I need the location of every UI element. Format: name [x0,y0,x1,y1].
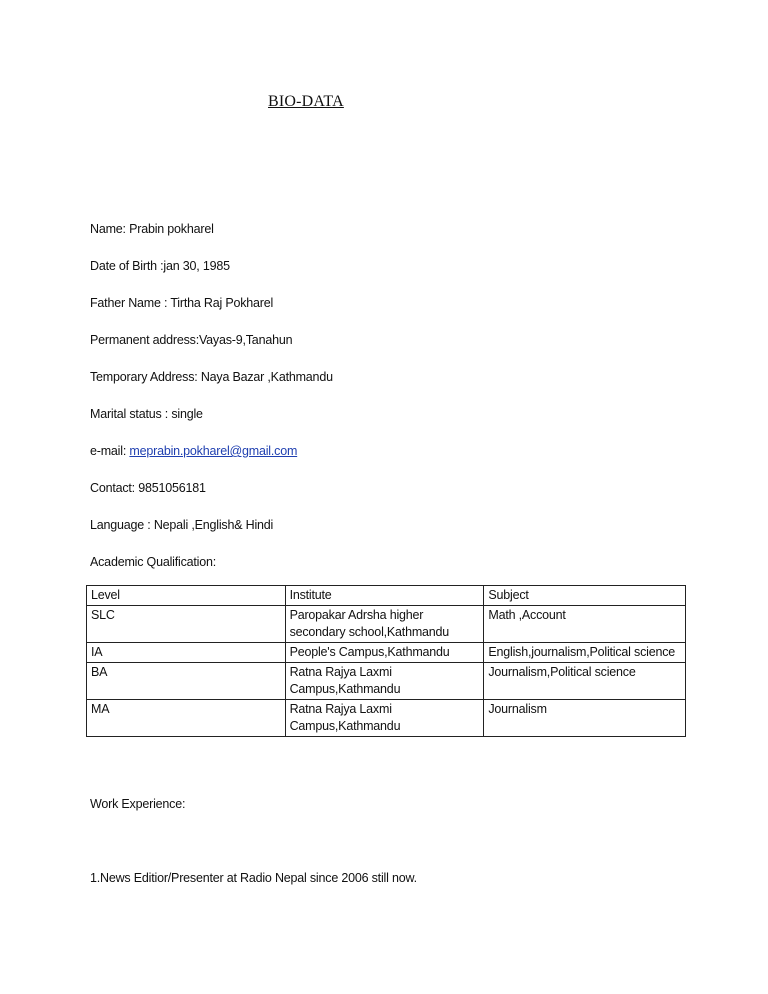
temporary-address-field: Temporary Address: Naya Bazar ,Kathmandu [90,370,333,384]
cell-level: SLC [87,606,286,643]
dob-field: Date of Birth :jan 30, 1985 [90,259,230,273]
cell-institute: Paropakar Adrsha higher secondary school,Kathmandu [285,606,484,643]
email-label: e-mail: [90,444,130,458]
header-institute: Institute [285,586,484,606]
cell-level: BA [87,663,286,700]
header-level: Level [87,586,286,606]
marital-status-field: Marital status : single [90,407,203,421]
work-experience-item: 1.News Editior/Presenter at Radio Nepal since 2006 still now. [90,871,417,885]
header-subject: Subject [484,586,686,606]
table-row [87,606,686,643]
cell-institute: People's Campus,Kathmandu [285,643,484,663]
cell-level: IA [87,643,286,663]
table-row [87,700,686,737]
cell-level: MA [87,700,286,737]
table-row [87,643,686,663]
cell-subject: Journalism,Political science [484,663,686,700]
email-link[interactable]: meprabin.pokharel@gmail.com [129,444,298,458]
academic-heading: Academic Qualification: [90,555,217,569]
name-field: Name: Prabin pokharel [90,222,214,236]
email-field [90,444,297,458]
cell-institute: Ratna Rajya Laxmi Campus,Kathmandu [285,700,484,737]
father-name-field: Father Name : Tirtha Raj Pokharel [90,296,274,310]
contact-field: Contact: 9851056181 [90,481,206,495]
permanent-address-field: Permanent address:Vayas-9,Tanahun [90,333,293,347]
table-header-row [87,586,686,606]
cell-subject: English,journalism,Political science [484,643,686,663]
cell-institute: Ratna Rajya Laxmi Campus,Kathmandu [285,663,484,700]
academic-table [86,585,686,737]
cell-subject: Journalism [484,700,686,737]
cell-subject: Math ,Account [484,606,686,643]
work-experience-heading: Work Experience: [90,797,186,811]
table-row [87,663,686,700]
page-title: BIO-DATA [268,93,344,110]
language-field: Language : Nepali ,English& Hindi [90,518,274,532]
